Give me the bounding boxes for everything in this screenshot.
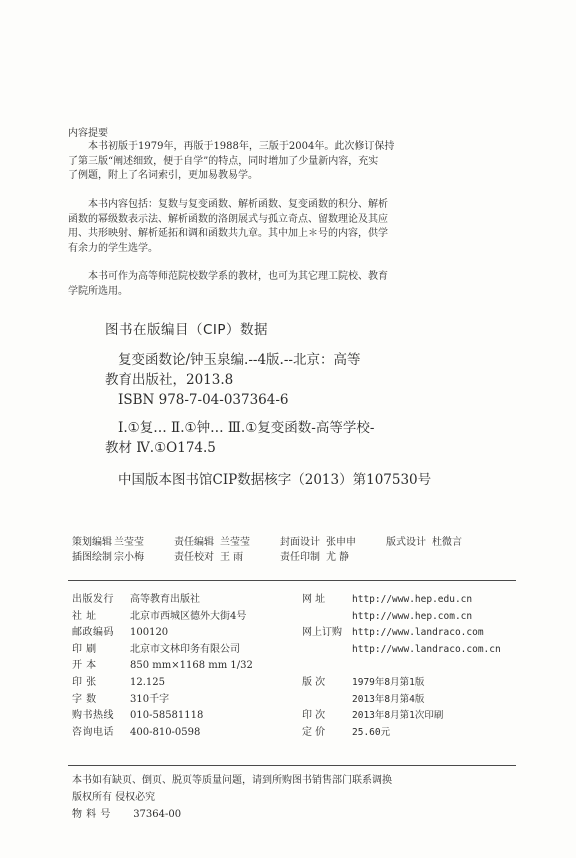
pub-row <box>72 592 522 609</box>
pub-label: 印 次 <box>302 710 326 722</box>
cip-code <box>105 470 431 490</box>
item-number-label: 物 料 号 <box>72 809 111 820</box>
pub-label: 字 数 <box>72 693 97 705</box>
credits-row <box>72 548 492 563</box>
text-line: 本书内容包括：复数与复变函数、解析函数、复变函数的积分、解析 <box>88 199 388 210</box>
text-line: 学院所选用。 <box>68 285 128 297</box>
pub-label: 社 址 <box>72 610 97 622</box>
pub-label <box>302 609 352 626</box>
publication-info <box>72 592 522 741</box>
text-line: Ⅰ.①复… Ⅱ.①钟… Ⅲ.①复变函数-高等学校- <box>118 420 375 436</box>
pub-value: 12.125 <box>130 676 165 688</box>
pub-value: 400-810-0598 <box>130 726 201 738</box>
credits-row <box>72 533 492 548</box>
cip-title: 图书在版编目（CIP）数据 <box>105 322 269 338</box>
pub-value: 100120 <box>130 627 169 639</box>
pub-row <box>72 642 522 659</box>
pub-value: 010-58581118 <box>130 710 204 722</box>
pub-label: 咨询电话 <box>72 726 114 738</box>
pub-label: 购书热线 <box>72 710 114 722</box>
pub-value: 2013年8月第4版 <box>352 693 425 705</box>
credit-label: 责任编辑 <box>174 537 214 548</box>
credits <box>72 533 492 563</box>
pub-value <box>352 658 522 675</box>
divider <box>68 580 516 581</box>
credit-label: 策划编辑 <box>72 537 112 548</box>
pub-label: 网 址 <box>302 594 326 605</box>
credit-name: 尤 静 <box>326 552 350 563</box>
isbn: ISBN 978-7-04-037364-6 <box>118 392 289 408</box>
text-line: 本书初版于1979年，再版于1988年，三版于2004年。此次修订保持 <box>88 141 395 152</box>
pub-label <box>302 692 352 709</box>
pub-label <box>302 642 352 659</box>
cip-record <box>105 350 360 410</box>
copyright-notice: 版权所有 侵权必究 <box>72 792 156 803</box>
summary-title: 内容提要 <box>68 128 108 139</box>
text-line: 本书可作为高等师范院校数学系的教材，也可为其它理工院校、教育 <box>88 271 388 282</box>
credit-label: 版式设计 <box>386 537 426 548</box>
footer <box>72 772 392 823</box>
pub-label: 印 张 <box>72 676 97 688</box>
item-number-value: 37364-00 <box>133 809 182 820</box>
summary-paragraph-1 <box>68 140 508 184</box>
pub-value: http://www.landraco.com <box>352 627 484 639</box>
text-line: 教材 Ⅳ.①O174.5 <box>105 440 216 456</box>
text-line: 函数的幂级数表示法、解析函数的洛朗展式与孤立奇点、留数理论及其应 <box>68 213 388 225</box>
pub-row <box>72 609 522 626</box>
credit-name: 张申申 <box>326 537 356 548</box>
pub-label: 邮政编码 <box>72 627 114 639</box>
text-line: 中国版本图书馆CIP数据核字（2013）第107530号 <box>118 472 432 488</box>
credit-label: 责任印制 <box>280 552 320 563</box>
pub-label: 定 价 <box>302 726 326 738</box>
pub-row <box>72 725 522 742</box>
pub-row <box>72 692 522 709</box>
text-line: 复变函数论/钟玉泉编.--4版.--北京：高等 <box>118 352 361 368</box>
text-line: 有余力的学生选学。 <box>68 242 158 254</box>
credit-name: 兰莹莹 <box>114 537 144 548</box>
credit-name: 杜微言 <box>432 537 462 548</box>
pub-label: 版 次 <box>302 676 326 688</box>
pub-label <box>302 658 352 675</box>
pub-row <box>72 675 522 692</box>
credit-label: 责任校对 <box>174 552 214 563</box>
pub-row <box>72 625 522 642</box>
pub-value: 1979年8月第1版 <box>352 676 425 688</box>
text-line: 用、共形映射、解析延拓和调和函数共九章。其中加上＊号的内容，供学 <box>68 228 388 239</box>
summary-paragraph-3 <box>68 270 508 299</box>
divider <box>68 765 516 766</box>
credit-name: 兰莹莹 <box>220 537 250 548</box>
pub-value: 北京市文林印务有限公司 <box>130 643 240 655</box>
pub-value: 310千字 <box>130 693 170 705</box>
text-line: 了例题，附上了名词索引，更加易教易学。 <box>68 170 258 181</box>
text-line: 教育出版社，2013.8 <box>105 372 234 388</box>
pub-value: http://www.hep.edu.cn <box>352 594 473 605</box>
credit-label: 插图绘制 <box>72 552 112 563</box>
quality-notice: 本书如有缺页、倒页、脱页等质量问题，请到所购图书销售部门联系调换 <box>72 775 392 786</box>
credit-name: 宗小梅 <box>114 552 144 563</box>
credit-name: 王 雨 <box>220 552 244 563</box>
pub-value: 2013年8月第1次印刷 <box>352 710 444 722</box>
pub-label: 开 本 <box>72 660 97 672</box>
pub-value: 850 mm×1168 mm 1/32 <box>130 660 253 672</box>
credit-label: 封面设计 <box>280 537 320 548</box>
item-number <box>72 806 392 823</box>
pub-row <box>72 708 522 725</box>
summary-paragraph-2 <box>68 198 508 256</box>
pub-value: http://www.landraco.com.cn <box>352 643 501 655</box>
pub-row <box>72 658 522 675</box>
pub-value: 25.60元 <box>352 726 391 738</box>
pub-value: 北京市西城区德外大街4号 <box>130 610 247 622</box>
pub-label: 网上订购 <box>302 627 342 639</box>
pub-label: 出版发行 <box>72 594 114 605</box>
pub-value: 高等教育出版社 <box>130 594 200 605</box>
text-line: 了第三版“阐述细致，便于自学”的特点，同时增加了少量新内容，充实 <box>68 155 379 167</box>
pub-label: 印 刷 <box>72 643 97 655</box>
cip-classification <box>105 418 374 458</box>
pub-value: http://www.hep.com.cn <box>352 610 473 622</box>
